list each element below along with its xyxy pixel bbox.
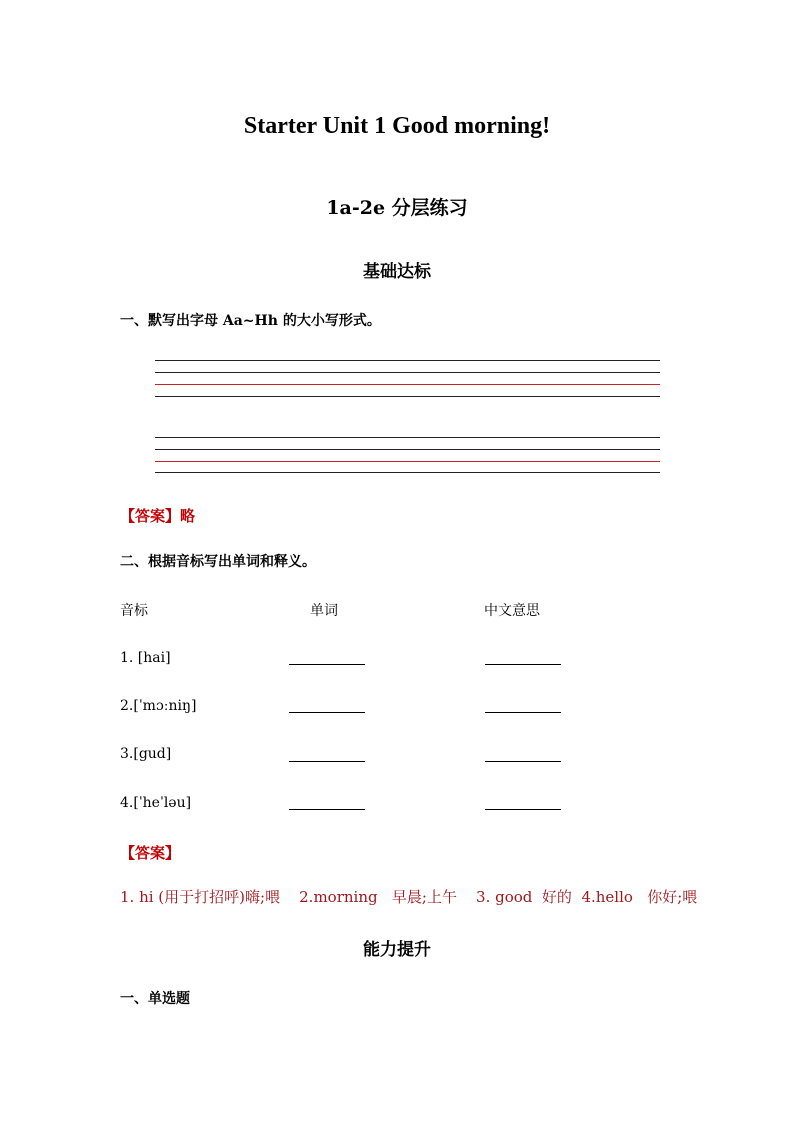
- grid-line: [155, 449, 660, 450]
- question-3: 一、单选题: [120, 991, 190, 1007]
- grid-line-red: [155, 384, 660, 385]
- phonetic-2: 2.[ˈmɔːniŋ]: [120, 698, 197, 714]
- grid-line: [155, 372, 660, 373]
- header-meaning: 中文意思: [484, 603, 540, 619]
- meaning-blank-4: [485, 809, 561, 810]
- word-blank-1: [289, 664, 365, 665]
- meaning-blank-2: [485, 712, 561, 713]
- question-2: 二、根据音标写出单词和释义。: [120, 554, 316, 570]
- word-blank-4: [289, 809, 365, 810]
- phonetic-3: 3.[gud]: [120, 746, 172, 762]
- word-blank-3: [289, 761, 365, 762]
- section-heading-basic: 基础达标: [363, 262, 431, 282]
- grid-line-red: [155, 461, 660, 462]
- grid-line: [155, 396, 660, 397]
- answer-2-text: 1. hi (用于打招呼)嗨;喂 2.morning 早晨;上午 3. good 好的 4.hello 你好;喂: [120, 888, 698, 906]
- answer-1-value: 略: [180, 507, 196, 525]
- phonetic-1: 1. [hai]: [120, 650, 171, 666]
- section-heading-advanced: 能力提升: [363, 940, 431, 960]
- grid-line: [155, 437, 660, 438]
- grid-line: [155, 472, 660, 473]
- grid-line: [155, 360, 660, 361]
- meaning-blank-1: [485, 664, 561, 665]
- header-phonetic: 音标: [120, 603, 148, 619]
- phonetic-4: 4.[ˈheˈləu]: [120, 795, 192, 811]
- word-blank-2: [289, 712, 365, 713]
- question-1: 一、默写出字母 Aa~Hh 的大小写形式。: [120, 313, 381, 329]
- answer-2-label: 【答案】: [120, 844, 181, 862]
- page-title: Starter Unit 1 Good morning!: [243, 113, 551, 139]
- lesson-subtitle: 1a-2e 分层练习: [326, 197, 468, 219]
- meaning-blank-3: [485, 761, 561, 762]
- header-word: 单词: [310, 603, 338, 619]
- answer-1-label: 【答案】略: [120, 507, 196, 525]
